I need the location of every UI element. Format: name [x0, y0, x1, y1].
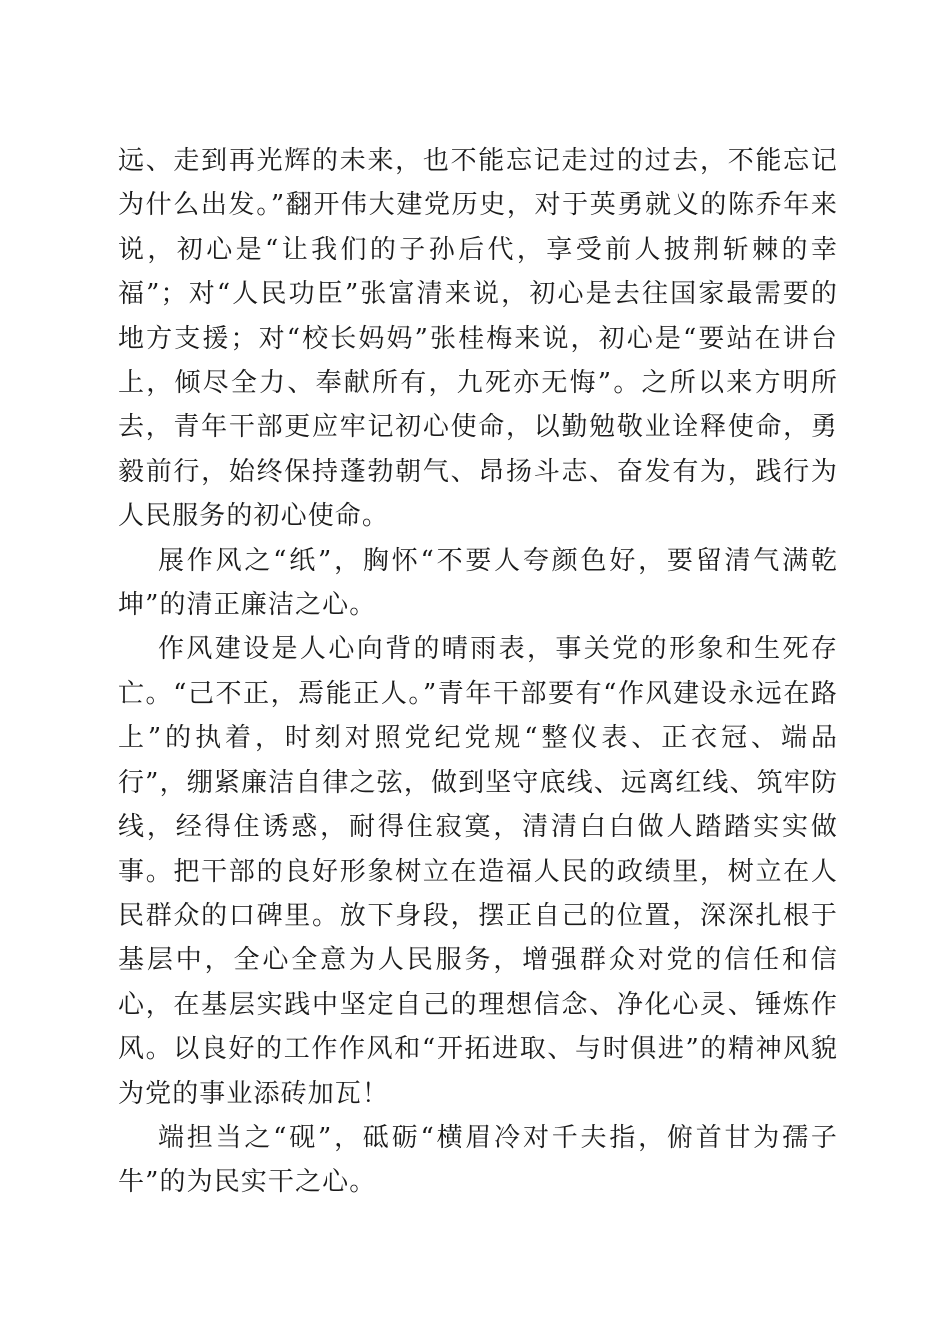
paragraph-style-construction: 作风建设是人心向背的晴雨表，事关党的形象和生死存亡。“己不正，焉能正人。”青年干部要有“作风建设永远在路上”的执着，时刻对照党纪党规“整仪表、正衣冠、端品行”，绷紧廉洁自律之弦，做到坚守底线、远离红线、筑牢防线，经得住诱惑，耐得住寂寞，清清白白做人踏踏实实做事。把干部的良好形象树立在造福人民的政绩里，树立在人民群众的口碑里。放下身段，摆正自己的位置，深深扎根于基层中，全心全意为人民服务，增强群众对党的信任和信心，在基层实践中坚定自己的理想信念、净化心灵、锤炼作风。以良好的工作作风和“开拓进取、与时俱进”的精神风貌为党的事业添砖加瓦！: [118, 634, 838, 1109]
paragraph-heading-style-paper: 展作风之“纸”，胸怀“不要人夸颜色好，要留清气满乾坤”的清正廉洁之心。: [118, 545, 838, 621]
paragraph-continued-initial-mission: 远、走到再光辉的未来，也不能忘记走过的过去，不能忘记为什么出发。”翻开伟大建党历史，对于英勇就义的陈乔年来说，初心是“让我们的子孙后代，享受前人披荆斩棘的幸福”；对“人民功臣”张富清来说，初心是去往国家最需要的地方支援；对“校长妈妈”张桂梅来说，初心是“要站在讲台上，倾尽全力、奉献所有，九死亦无悔”。之所以来方明所去，青年干部更应牢记初心使命，以勤勉敬业诠释使命，勇毅前行，始终保持蓬勃朝气、昂扬斗志、奋发有为，践行为人民服务的初心使命。: [118, 146, 838, 532]
document-body: [118, 139, 838, 1205]
paragraph-heading-responsibility-inkstone: 端担当之“砚”，砥砺“横眉冷对千夫指，俯首甘为孺子牛”的为民实干之心。: [118, 1122, 838, 1198]
